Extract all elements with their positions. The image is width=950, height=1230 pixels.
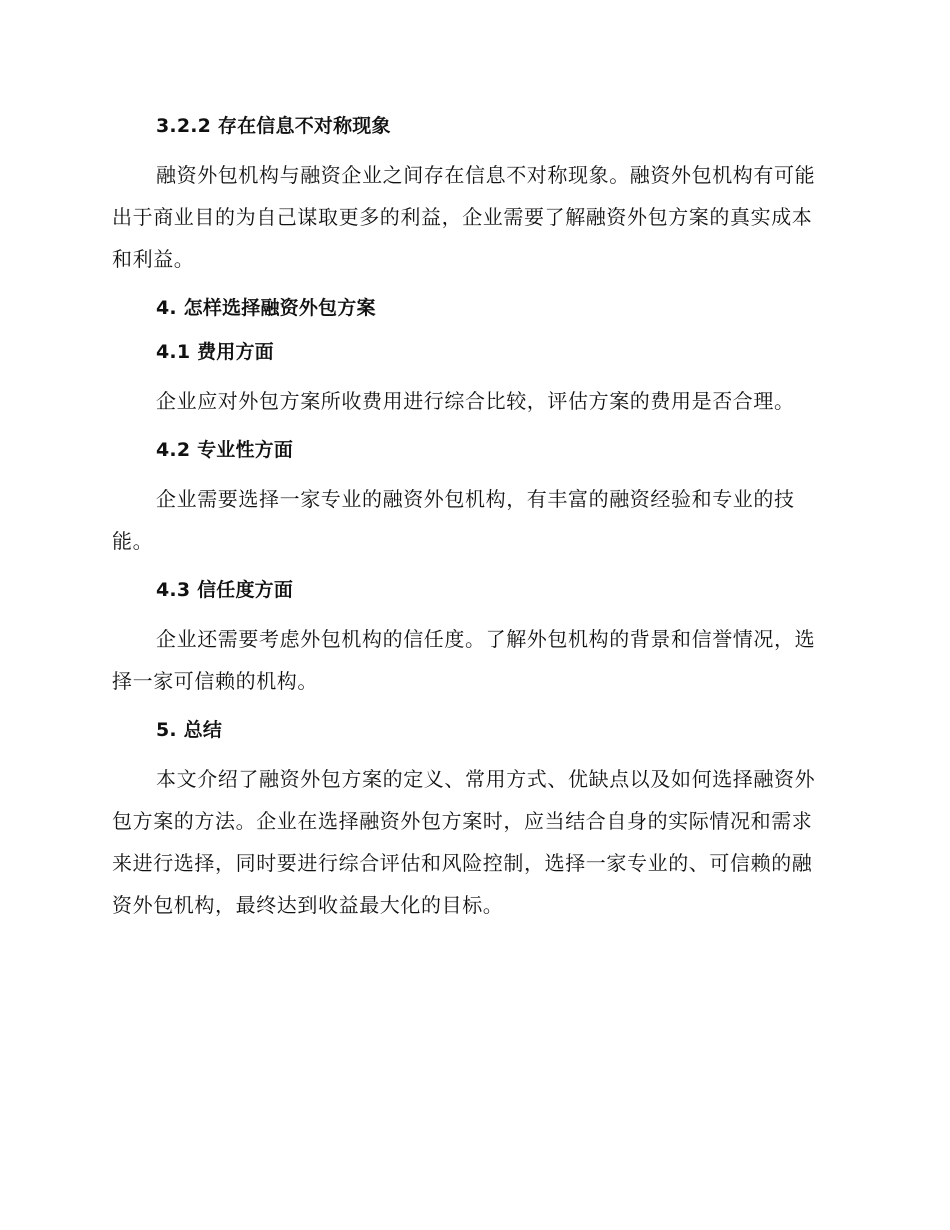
section-paragraph-3-2-2: 融资外包机构与融资企业之间存在信息不对称现象。融资外包机构有可能出于商业目的为自己谋取更多的利益，企业需要了解融资外包方案的真实成本和利益。 [112,163,816,271]
section-paragraph-4-3: 企业还需要考虑外包机构的信任度。了解外包机构的背景和信誉情况，选择一家可信赖的机构。 [112,627,816,693]
section-paragraph-4-1: 企业应对外包方案所收费用进行综合比较，评估方案的费用是否合理。 [156,389,795,413]
section-heading-3-2-2: 3.2.2 存在信息不对称现象 [156,115,391,137]
section-heading-4-2: 4.2 专业性方面 [156,439,294,461]
section-paragraph-5: 本文介绍了融资外包方案的定义、常用方式、优缺点以及如何选择融资外包方案的方法。企业在选择融资外包方案时，应当结合自身的实际情况和需求来进行选择，同时要进行综合评估和风险控制，选择一家专业的、可信赖的融资外包机构，最终达到收益最大化的目标。 [112,767,816,917]
section-paragraph-4-2: 企业需要选择一家专业的融资外包机构，有丰富的融资经验和专业的技能。 [112,487,795,553]
section-heading-4-3: 4.3 信任度方面 [156,579,294,601]
section-heading-4-1: 4.1 费用方面 [156,341,274,363]
document-body [112,110,830,926]
section-heading-4: 4. 怎样选择融资外包方案 [156,297,376,319]
section-heading-5: 5. 总结 [156,719,223,741]
